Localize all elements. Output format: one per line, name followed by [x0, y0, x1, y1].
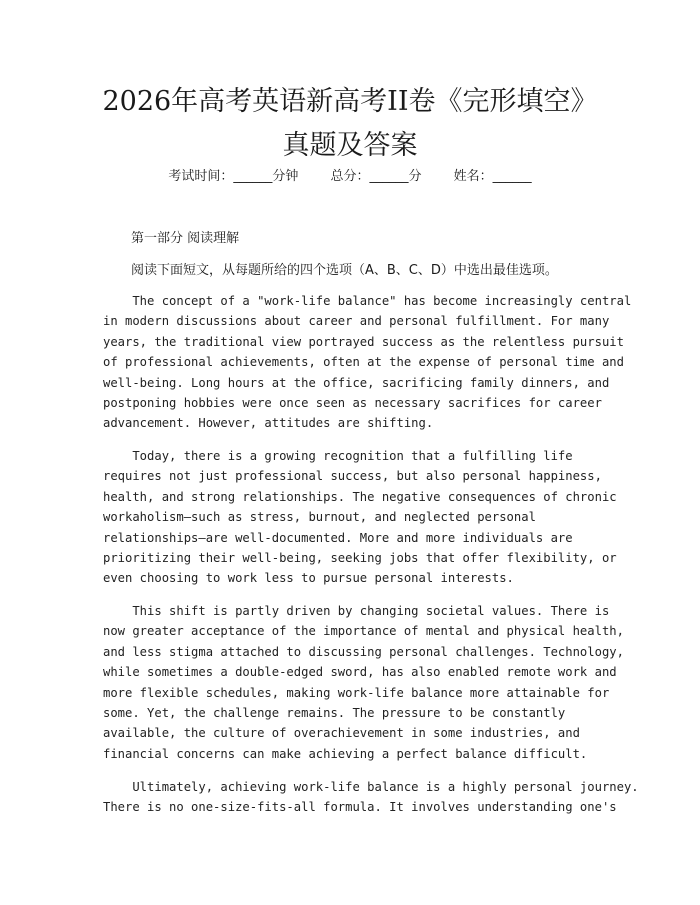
- paragraph-4: [103, 777, 639, 818]
- title-line-2: 真题及答案: [282, 130, 418, 161]
- paragraph-line: relationships—are well-documented. More and more individuals are: [103, 530, 573, 545]
- paragraph-line: requires not just professional success, but also personal happiness,: [103, 469, 602, 484]
- total-score-field: 总分：______分: [330, 169, 422, 184]
- paragraph-line: of professional achievements, often at the expense of personal time and: [103, 355, 624, 370]
- paragraph-line: and less stigma attached to discussing personal challenges. Technology,: [103, 644, 624, 659]
- paragraph-line: now greater acceptance of the importance of mental and physical health,: [103, 624, 624, 639]
- title-line-1: 2026年高考英语新高考II卷《完形填空》: [102, 86, 598, 117]
- paragraph-line: in modern discussions about career and personal fulfillment. For many: [103, 314, 610, 329]
- paragraph-line: prioritizing their well-being, seeking jobs that offer flexibility, or: [103, 551, 617, 566]
- paragraph-line: advancement. However, attitudes are shifting.: [103, 416, 434, 431]
- paragraph-line: Ultimately, achieving work-life balance is a highly personal journey.: [103, 780, 639, 794]
- paragraph-1: [103, 291, 632, 434]
- paragraph-line: years, the traditional view portrayed success as the relentless pursuit: [103, 334, 624, 349]
- paragraph-line: The concept of a "work-life balance" has become increasingly central: [103, 294, 632, 308]
- paragraph-3: [103, 601, 624, 764]
- paragraph-line: more flexible schedules, making work-life balance more attainable for: [103, 685, 610, 700]
- paragraph-line: while sometimes a double-edged sword, has also enabled remote work and: [103, 665, 617, 680]
- paragraph-line: postponing hobbies were once seen as necessary sacrifices for career: [103, 396, 602, 411]
- paragraph-line: some. Yet, the challenge remains. The pressure to be constantly: [103, 706, 566, 721]
- section-heading: 第一部分 阅读理解: [131, 231, 240, 246]
- paragraph-line: workaholism—such as stress, burnout, and neglected personal: [103, 510, 536, 525]
- instruction-text: 阅读下面短文，从每题所给的四个选项（A、B、C、D）中选出最佳选项。: [131, 263, 558, 278]
- paragraph-line: This shift is partly driven by changing societal values. There is: [103, 604, 610, 618]
- paragraph-line: well-being. Long hours at the office, sacrificing family dinners, and: [103, 375, 610, 390]
- student-name-field: 姓名：______: [453, 169, 532, 184]
- exam-time-field: 考试时间：______分钟: [168, 169, 299, 184]
- paragraph-line: available, the culture of overachievement in some industries, and: [103, 726, 580, 741]
- paragraph-line: health, and strong relationships. The negative consequences of chronic: [103, 489, 617, 504]
- paragraph-line: financial concerns can make achieving a perfect balance difficult.: [103, 746, 588, 761]
- document-title: [0, 82, 700, 166]
- paragraph-line: There is no one-size-fits-all formula. It involves understanding one's: [103, 800, 617, 815]
- paragraph-line: even choosing to work less to pursue personal interests.: [103, 571, 514, 586]
- exam-meta-row: [0, 166, 700, 188]
- paragraph-2: [103, 446, 617, 589]
- paragraph-line: Today, there is a growing recognition that a fulfilling life: [103, 449, 573, 463]
